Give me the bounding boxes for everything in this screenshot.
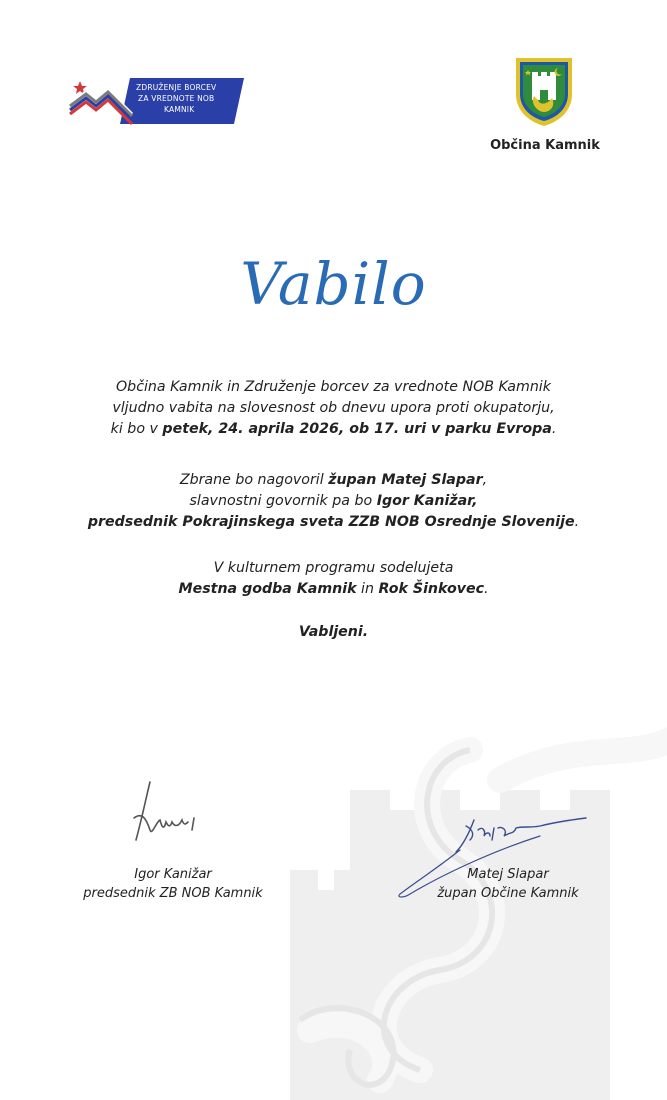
performer-2: Rok Šinkovec <box>378 581 484 597</box>
invitation-title: Vabilo <box>240 250 427 318</box>
invitation-paragraph-2 <box>40 470 627 533</box>
text-line <box>40 419 627 440</box>
mayor-name: župan Matej Slapar <box>328 472 483 488</box>
kamnik-crest-icon <box>512 54 576 128</box>
signature-left-icon <box>120 778 220 850</box>
zb-nob-logo <box>66 76 246 130</box>
text-line: Občina Kamnik in Združenje borcev za vrednote NOB Kamnik <box>116 379 551 395</box>
text-line <box>40 470 627 491</box>
text-line <box>40 491 627 512</box>
text-line: V kulturnem programu sodelujeta <box>213 560 454 576</box>
signatory-left <box>53 865 293 903</box>
event-date-location: petek, 24. aprila 2026, ob 17. uri v parku Evropa <box>162 421 552 437</box>
text-fragment: . <box>574 514 580 530</box>
invitation-paragraph-3 <box>40 558 627 600</box>
signatory-role: predsednik ZB NOB Kamnik <box>83 886 263 901</box>
zb-logo-text <box>136 82 236 115</box>
text-line <box>40 512 627 533</box>
castle-watermark-icon <box>270 720 667 1100</box>
speaker-name: Igor Kanižar, <box>376 493 478 509</box>
signatory-name: Matej Slapar <box>467 867 549 882</box>
text-line <box>40 579 627 600</box>
text-fragment: . <box>551 421 557 437</box>
zb-logo-line: KAMNIK <box>164 105 195 114</box>
performer-1: Mestna godba Kamnik <box>178 581 357 597</box>
text-fragment: , <box>482 472 488 488</box>
text-line: vljudno vabita na slovesnost ob dnevu upora proti okupatorju, <box>112 400 555 416</box>
zb-logo-line: ZDRUŽENJE BORCEV <box>136 83 217 92</box>
signatory-right <box>388 865 628 903</box>
text-fragment: in <box>356 581 379 597</box>
signatory-role: župan Občine Kamnik <box>437 886 579 901</box>
text-fragment: ki bo v <box>110 421 163 437</box>
zb-logo-line: ZA VREDNOTE NOB <box>138 94 215 103</box>
closing-text <box>40 622 627 643</box>
text-fragment: Zbrane bo nagovoril <box>179 472 329 488</box>
signatory-name: Igor Kanižar <box>134 867 212 882</box>
speaker-title: predsednik Pokrajinskega sveta ZZB NOB Osrednje Slovenije <box>87 514 575 530</box>
text-fragment: slavnostni govornik pa bo <box>189 493 377 509</box>
municipality-name: Občina Kamnik <box>490 138 600 153</box>
text-fragment: . <box>484 581 489 597</box>
invitation-paragraph-1 <box>40 377 627 440</box>
closing-word: Vabljeni. <box>298 624 369 640</box>
